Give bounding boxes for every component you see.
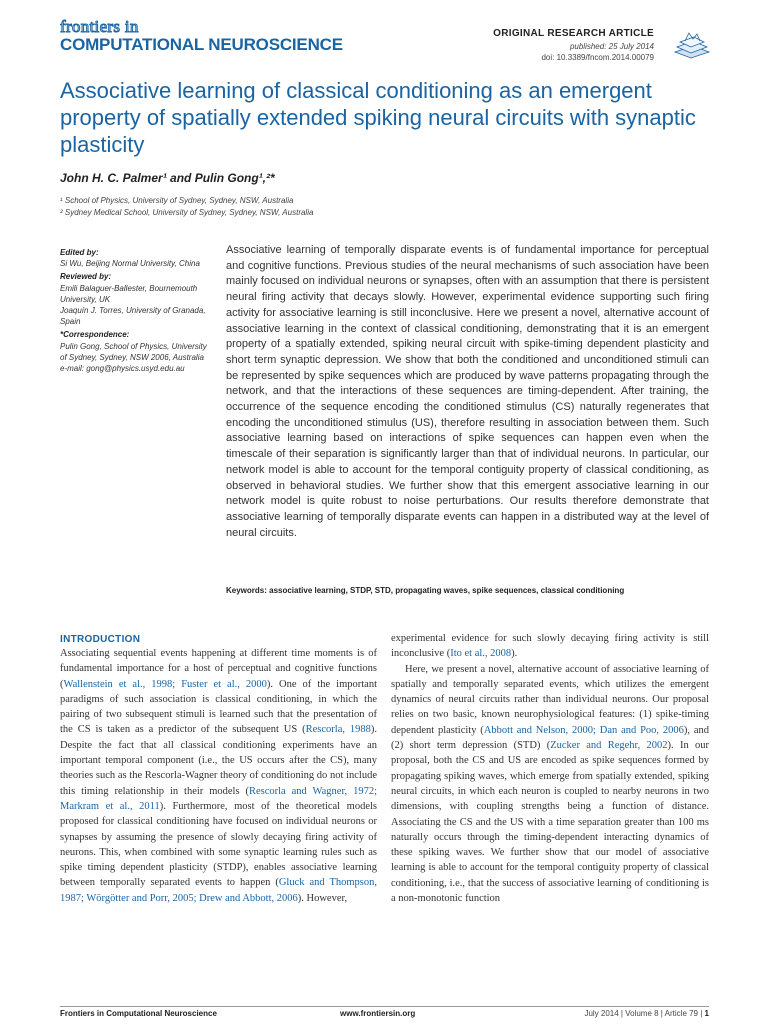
journal-stack-icon <box>671 30 711 64</box>
reviewer-2: Joaquín J. Torres, University of Granada, Spain <box>60 306 206 327</box>
editorial-sidebar <box>60 247 210 374</box>
citation-link[interactable]: Rescorla, 1988 <box>305 724 371 736</box>
body-text: ). One of the important paradigms of such association is classical conditioning, in which the pairing of two subsequent stimuli is learned such that the presentation of the CS is taken as a predictor of the subsequent US ( <box>60 678 377 736</box>
author-list: John H. C. Palmer¹ and Pulin Gong¹,²* <box>60 171 275 185</box>
reviewed-by-label: Reviewed by: <box>60 272 112 282</box>
intro-paragraph-2 <box>391 662 709 907</box>
edited-by-text: Si Wu, Beijing Normal University, China <box>60 259 200 269</box>
affiliation-1: ¹ School of Physics, University of Sydney, Sydney, NSW, Australia <box>60 196 294 205</box>
citation-link[interactable]: Ito et al., 2008 <box>450 648 512 660</box>
citation-link[interactable]: Gluck and Thompson, 1987; Wörgötter and Porr, 2005; Drew and Abbott, 2006 <box>60 877 377 904</box>
body-text: ). <box>511 648 518 660</box>
body-column-left <box>60 646 377 906</box>
footer-journal-name: Frontiers in Computational Neuroscience <box>60 1009 217 1018</box>
citation-link[interactable]: Rescorla and Wagner, 1972; Markram et al., 2011 <box>60 785 377 812</box>
affiliation-2: ² Sydney Medical School, University of Sydney, Sydney, NSW, Australia <box>60 208 314 217</box>
body-text: Associating sequential events happening at different time moments is of fundamental importance for a host of perceptual and cognitive functions ( <box>60 648 377 690</box>
body-text: ). However, <box>297 892 348 904</box>
body-text: ). In our proposal, both the CS and US are encoded as spike sequences formed by propagating spiking waves, which emerge from spatially extended, spiking neural circuits, in which each neuron is coupled to nearby neurons in two dimensions, with coupling strengths being a function of distance. Associating the CS and the US with a time separation greater than 100 ms naturally occurs through the timing-dependent interacting dynamics of these spiking waves. We further show that our model of associative learning is able to account for the temporal contiguity property of classical conditioning, i.e., that the success of associative learning of conditioning is a non-monotonic function <box>391 740 709 905</box>
article-title: Associative learning of classical conditioning as an emergent property of spatially extended spiking neural circuits with synaptic plasticity <box>60 78 696 157</box>
body-text: ). Despite the fact that all classical conditioning experiments have an important temporal component (i.e., the US occurs after the CS), many theories such as the Rescorla-Wagner theory of conditioning do not include this timing relationship in their models ( <box>60 724 377 797</box>
body-text: experimental evidence for such slowly decaying firing activity is still inconclusive ( <box>391 633 709 660</box>
body-text: ), and (2) short term depression (STD) ( <box>391 724 709 752</box>
citation-link[interactable]: Zucker and Regehr, 2002 <box>550 740 668 752</box>
doi-link[interactable]: doi: 10.3389/fncom.2014.00079 <box>541 53 654 62</box>
journal-logo-name: COMPUTATIONAL NEUROSCIENCE <box>60 35 343 54</box>
correspondence-email[interactable]: e-mail: gong@physics.usyd.edu.au <box>60 364 185 374</box>
intro-paragraph-1 <box>60 646 377 906</box>
body-text: Here, we present a novel, alternative account of associative learning of spatially and temporally separated events, which utilizes the emergent dynamics of neural circuits rather than individual neurons. Our proposal relies on two basic, known neurophysiological features: (1) spike-timing dependent plasticity ( <box>391 663 709 736</box>
article-type-label: ORIGINAL RESEARCH ARTICLE <box>493 28 654 39</box>
correspondence-label: *Correspondence: <box>60 330 130 340</box>
reviewer-1: Emili Balaguer-Ballester, Bournemouth University, UK <box>60 283 198 304</box>
correspondence-text: Pulin Gong, School of Physics, University of Sydney, Sydney, NSW 2006, Australia <box>60 341 207 362</box>
footer-url[interactable]: www.frontiersin.org <box>340 1009 416 1018</box>
keywords: Keywords: associative learning, STDP, STD, propagating waves, spike sequences, classical conditioning <box>226 586 625 595</box>
citation-link[interactable]: Wallenstein et al., 1998; Fuster et al., 2000 <box>63 678 267 690</box>
published-date: published: 25 July 2014 <box>569 42 654 51</box>
edited-by-label: Edited by: <box>60 248 99 257</box>
footer-issue: July 2014 | Volume 8 | Article 79 | <box>584 1009 703 1018</box>
body-column-right <box>391 631 709 906</box>
page-number: 1 <box>704 1009 709 1018</box>
footer-issue-info <box>584 1009 709 1018</box>
section-heading-introduction: INTRODUCTION <box>60 634 141 645</box>
footer-divider <box>60 1006 709 1007</box>
journal-logo-top: frontiers in <box>60 17 139 36</box>
body-text: ). Furthermore, most of the theoretical models proposed for classical conditioning have focused on individual neurons or synapses by assuming the presence of slowly decaying firing activity of neurons. This, when combined with some synaptic learning rules such as spike timing dependent plasticity (STDP), enables associative learning between temporally separated events to happen ( <box>60 800 377 889</box>
intro-paragraph-1-cont <box>391 631 709 662</box>
citation-link[interactable]: Abbott and Nelson, 2000; Dan and Poo, 2006 <box>483 724 684 736</box>
abstract: Associative learning of temporally disparate events is of fundamental importance for perceptual and cognitive functions. Previous studies of the neural mechanisms of such association have been mainly focused on individual neurons or synapses, often with an assumption that there is persistent neural firing activity that decays slowly. However, experimental evidence supporting such firing activity for associative learning is still inconclusive. Here we present a novel, alternative account of associative learning in the context of classical conditioning, demonstrating that it is an emergent property of a spatially extended, spiking neural circuit with spike-timing dependent plasticity and short term synaptic depression. We show that both the conditioned and unconditioned stimuli can be represented by spike sequences which are produced by wave patterns propagating through the network, and that the interactions of these sequences are timing-dependent. After training, the occurrence of the sequence encoding the conditioned stimulus (CS) naturally regenerates that encoding the unconditioned stimulus (US), therefore resulting in association between them. Such associative learning based on interactions of spike sequences can happen even when the timescale of their separation is significantly larger than that of individual neurons. In particular, our network model is able to account for the temporal contiguity property of classical conditioning, as observed in behavioral studies. We further show that this emergent associative learning in our network model is quite robust to noise perturbations. Our results therefore demonstrate that associative learning of temporally disparate events can happen in a distributed way at the level of neural circuits. <box>226 244 709 539</box>
